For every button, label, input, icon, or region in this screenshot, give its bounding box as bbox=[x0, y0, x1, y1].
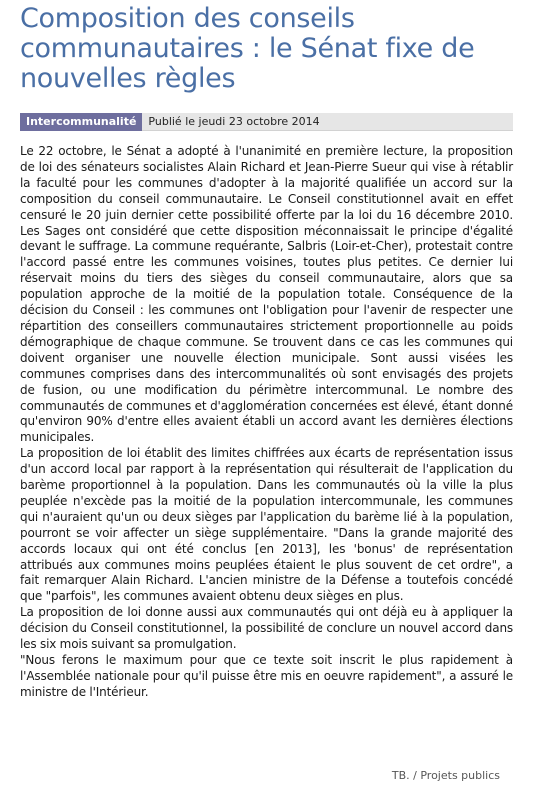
article-body bbox=[20, 144, 513, 701]
article-title: Composition des conseils communautaires : le Sénat fixe de nouvelles règles bbox=[20, 3, 475, 94]
article-meta-bar bbox=[20, 113, 513, 131]
article-paragraph-3: La proposition de loi donne aussi aux communautés qui ont déjà eu à appliquer la décision du Conseil constitutionnel, la possibilité de conclure un nouvel accord dans les six mois suivant sa promulgation. bbox=[20, 605, 513, 652]
publication-date: Publié le jeudi 23 octobre 2014 bbox=[148, 115, 320, 128]
article-paragraph-4: "Nous ferons le maximum pour que ce texte soit inscrit le plus rapidement à l'Assemblée nationale pour qu'il puisse être mis en oeuvre rapidement", a assuré le ministre de l'Intérieur. bbox=[20, 653, 513, 699]
article-credit: TB. / Projets publics bbox=[391, 769, 500, 782]
article-paragraph-2: La proposition de loi établit des limites chiffrées aux écarts de représentation issus d'un accord local par rapport à la représentation qui résulterait de l'application du barème proportionnel à la population. Dans les communautés où la ville la plus peuplée n'excède pas la moitié de la population intercommunale, les communes qui n'auraient qu'un ou deux sièges par l'application du barème lié à la population, pourront se voir affecter un siège supplémentaire. "Dans la grande majorité des accords locaux qui ont été conclus [en 2013], les 'bonus' de représentation attribués aux communes moins peuplées étaient le plus souvent de cet ordre", a fait remarquer Alain Richard. L'ancien ministre de la Défense a toutefois concédé que "parfois", les communes avaient obtenu deux sièges en plus. bbox=[20, 446, 513, 604]
article-paragraph-1: Le 22 octobre, le Sénat a adopté à l'unanimité en première lecture, la proposition de loi des sénateurs socialistes Alain Richard et Jean-Pierre Sueur qui vise à rétablir la faculté pour les communes d'adopter à la majorité qualifiée un accord sur la composition du conseil communautaire. Le Conseil constitutionnel avait en effet censuré le 20 juin dernier cette possibilité offerte par la loi du 16 décembre 2010. Les Sages ont considéré que cette disposition méconnaissait le principe d'égalité devant le suffrage. La commune requérante, Salbris (Loir-et-Cher), protestait contre l'accord passé entre les communes voisines, toutes plus petites. Ce dernier lui réservait moins du tiers des sièges du conseil communautaire, alors que sa population approche de la moitié de la population totale. Conséquence de la décision du Conseil : les communes ont l'obligation pour l'avenir de respecter une répartition des conseillers communautaires strictement proportionnelle au poids démographique de chaque commune. Se trouvent dans ce cas les communes qui doivent organiser une nouvelle élection municipale. Sont aussi visées les communes comprises dans des intercommunalités où sont envisagés des projets de fusion, ou une modification du périmètre intercommunal. Le nombre des communautés de communes et d'agglomération concernées est élevé, étant donné qu'environ 90% d'entre elles avaient établi un accord avant les dernières élections municipales. bbox=[20, 144, 513, 445]
category-badge[interactable]: Intercommunalité bbox=[20, 113, 142, 131]
